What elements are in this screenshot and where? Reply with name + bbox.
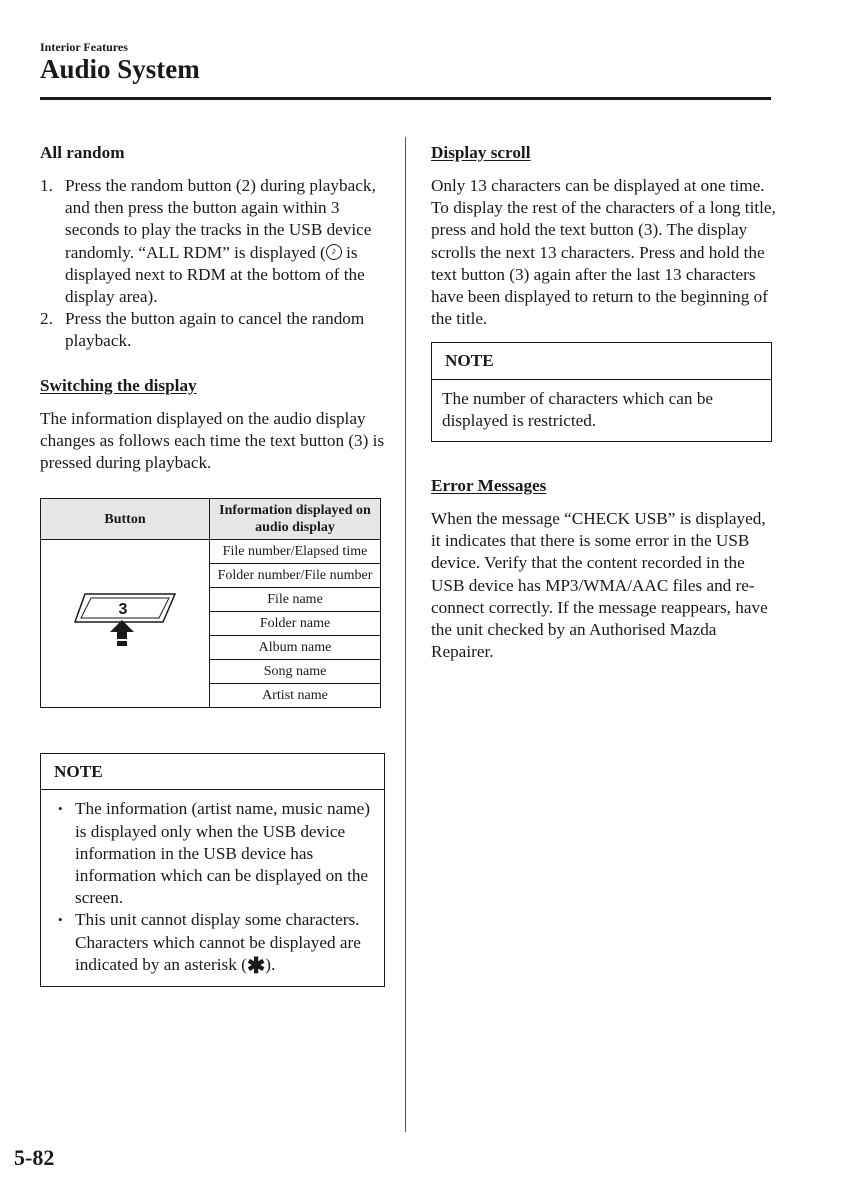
step-text: Press the button again to cancel the random playback.: [65, 309, 365, 351]
table-header-button: Button: [41, 499, 210, 540]
table-cell: Folder name: [210, 612, 381, 636]
note-body: The number of characters which can be displayed is restricted.: [442, 388, 714, 430]
display-info-table: [40, 498, 381, 708]
note-box-left: [40, 753, 385, 987]
table-header-row: [41, 499, 381, 540]
button-illustration-cell: [41, 540, 210, 708]
step-2: [40, 308, 385, 352]
left-column: [40, 142, 385, 987]
display-scroll-heading: Display scroll: [431, 143, 531, 162]
switching-display-heading: Switching the display: [40, 375, 197, 395]
table-cell: Artist name: [210, 684, 381, 708]
random-disc-icon: ♪: [326, 244, 342, 260]
note-heading: NOTE: [432, 343, 771, 379]
table-cell: File name: [210, 588, 381, 612]
table-cell: Album name: [210, 636, 381, 660]
list-item: • The information (artist name, music name) is displayed only when the USB device information in the USB device has information which can be displayed on the screen.: [51, 798, 374, 909]
asterisk-icon: ✱: [246, 952, 266, 978]
all-random-heading: All random: [40, 143, 125, 162]
note-box-right: [431, 342, 772, 442]
column-divider: [405, 137, 406, 1132]
title-rule: [40, 97, 771, 100]
table-cell: Song name: [210, 660, 381, 684]
note-heading: NOTE: [41, 754, 384, 790]
text-button-3-icon: [73, 592, 177, 650]
step-1: [40, 175, 385, 308]
error-messages-heading: Error Messages: [431, 476, 547, 496]
display-scroll-body: Only 13 characters can be displayed at one time. To display the rest of the characters of a long title, press and hold the text button (3). The display scrolls the next 13 characters. Press and hold the text button (3) again after the last 13 characters have been displayed to return to the beginning of the title.: [431, 176, 776, 329]
page-title: Audio System: [40, 54, 200, 84]
error-messages-body: When the message “CHECK USB” is displayed, it indicates that there is some error in the USB device. Verify that the content recorded in the USB device has MP3/WMA/AAC files and re-connect correctly. If the message reappears, have the unit checked by an Authorised Mazda Repairer.: [431, 509, 768, 662]
step-text: Press the random button (2) during playback, and then press the button again within 3 seconds to play the tracks in the USB device randomly. “ALL RDM” is displayed (: [65, 176, 376, 262]
step-text-cont: is displayed next to RDM at the bottom of the display area).: [65, 242, 365, 307]
step-number: 2.: [40, 309, 53, 329]
list-item: • This unit cannot display some characters. Characters which cannot be displayed are indicated by an asterisk (✱).: [51, 909, 374, 977]
table-header-info: Information displayed on audio display: [210, 499, 381, 540]
switching-display-body: The information displayed on the audio display changes as follows each time the text button (3) is pressed during playback.: [40, 408, 385, 473]
right-column: [431, 142, 776, 663]
note-bullets: [51, 798, 374, 977]
table-row: [41, 540, 381, 564]
note-body: [41, 790, 384, 986]
step-number: 1.: [40, 176, 53, 195]
section-label: Interior Features: [40, 40, 128, 54]
table-cell: File number/Elapsed time: [210, 540, 381, 564]
button-number: 3: [118, 601, 128, 619]
all-random-steps: [40, 175, 385, 353]
table-cell: Folder number/File number: [210, 564, 381, 588]
page-number: 5-82: [14, 1145, 55, 1170]
